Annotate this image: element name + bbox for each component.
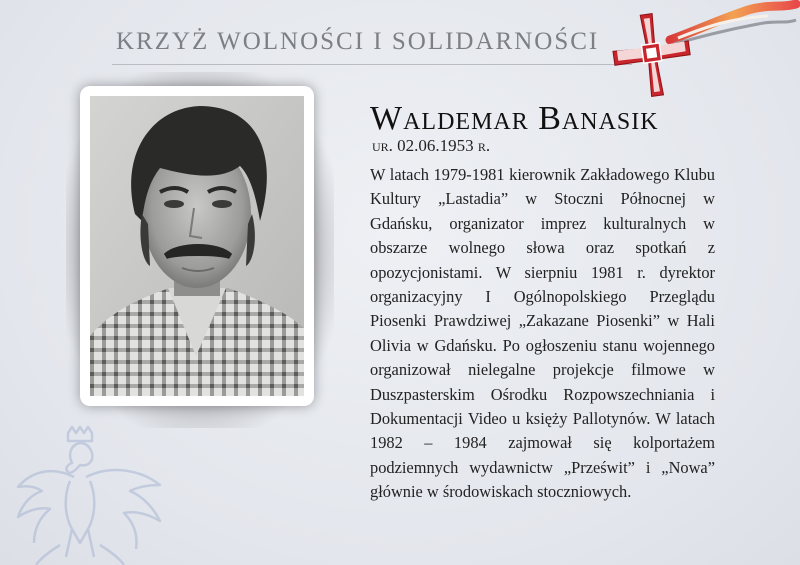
biography-text: W latach 1979-1981 kierownik Zakładowego Klubu Kultury „Lastadia” w Stoczni Północnej w Gdańsku, organizator imprez kulturalnych w obszarze wolnego słowa oraz spotkań z opozycjonistami. W sierpniu 1981 r. dyrektor organizacyjny I Ogólnopolskiego Przeglądu Piosenki Prawdziwej „Zakazane Piosenki” w Hali Olivia w Gdańsku. Po ogłoszeniu stanu wojennego organizował nielegalne projekcje filmowe w Duszpasterskim Ośrodku Rozpowszechniania i Dokumentacji Video u księży Pallotynów. W latach 1982 – 1984 zajmował się kolportażem podziemnych wydawnictw „Prześwit” i „Nowa” głównie w środowiskach stoczniowych.	[370, 165, 715, 502]
person-name: Waldemar Banasik	[370, 100, 659, 137]
birth-date: ur. 02.06.1953 r.	[372, 136, 491, 155]
title-divider	[112, 64, 632, 65]
cross-of-freedom-and-solidarity-icon	[608, 0, 800, 100]
page-title: KRZYŻ WOLNOŚCI I SOLIDARNOŚCI	[116, 28, 600, 55]
white-eagle-emblem-icon	[10, 425, 190, 565]
portrait-photo	[90, 96, 304, 396]
